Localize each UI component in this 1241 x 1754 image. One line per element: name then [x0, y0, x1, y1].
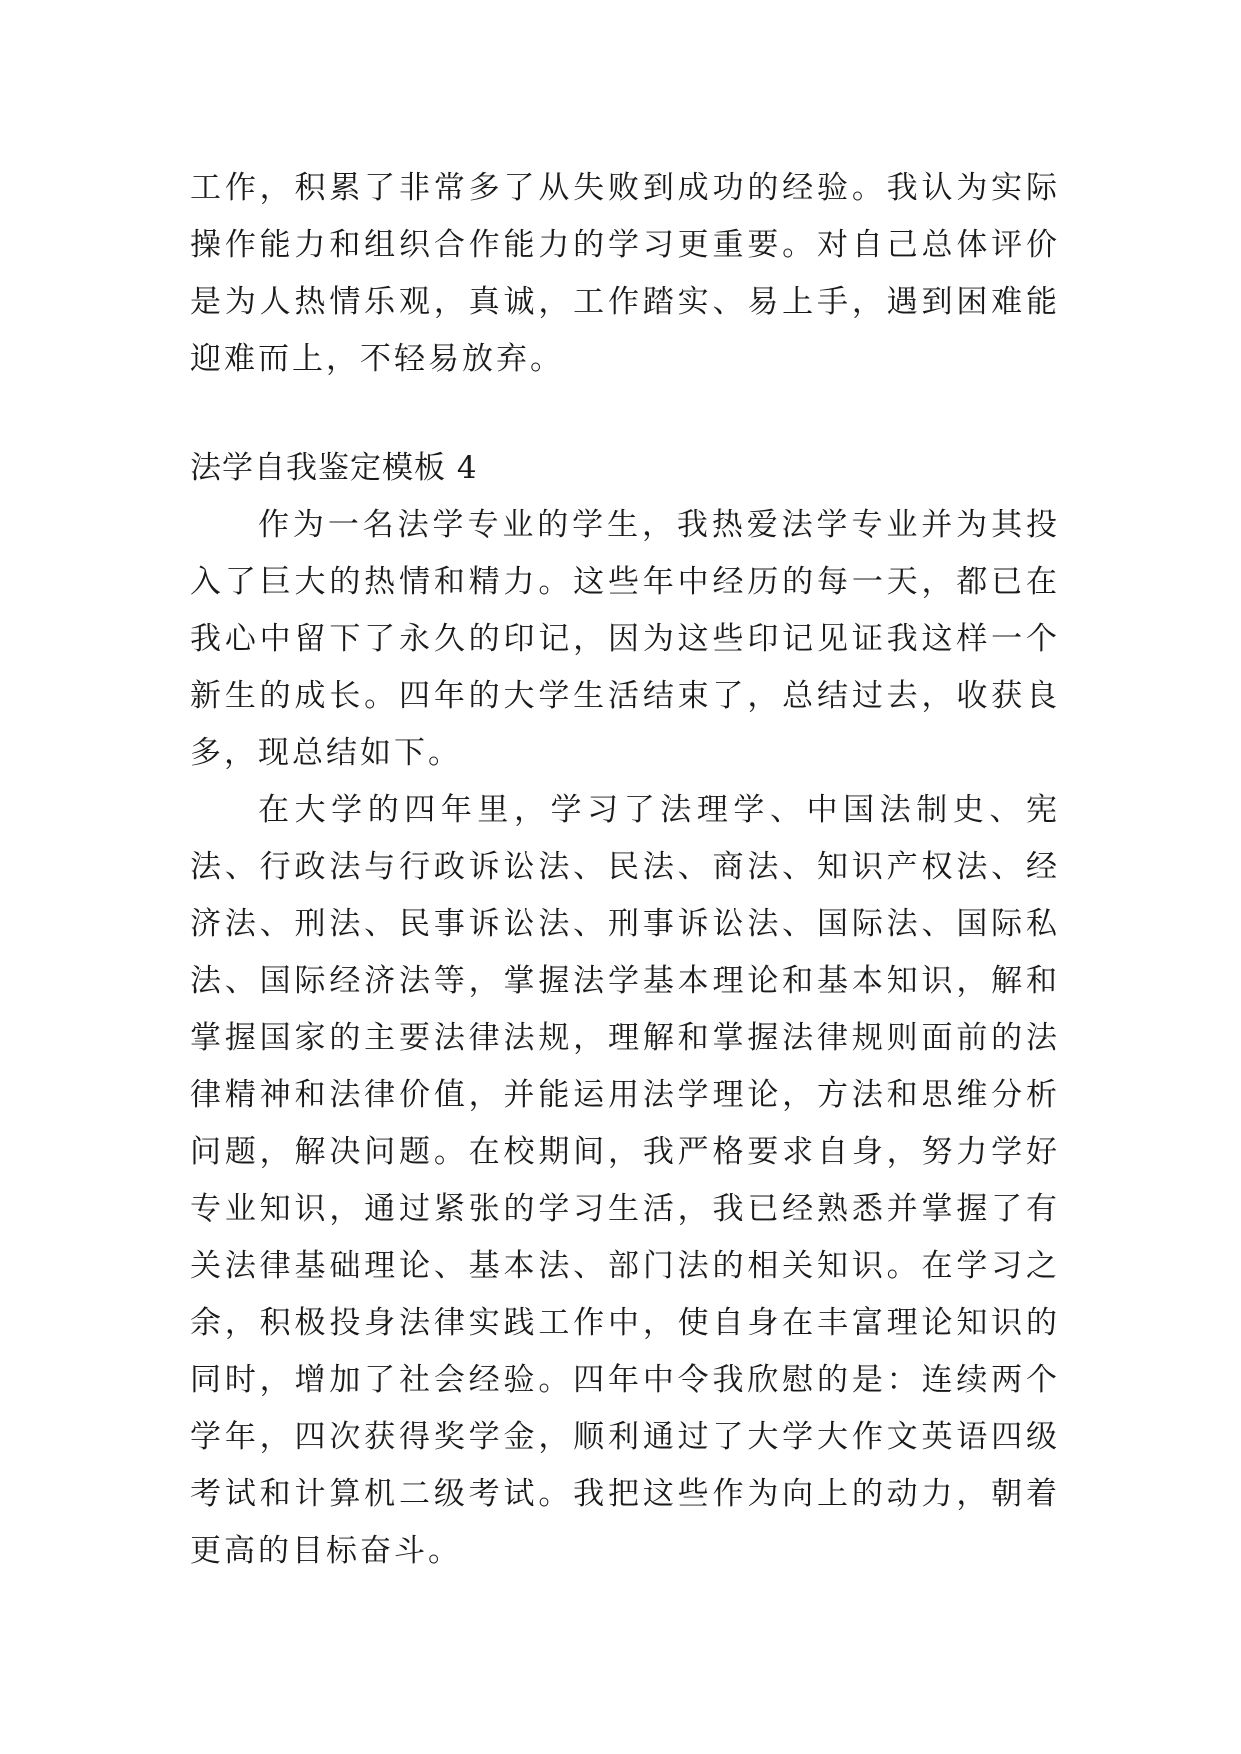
body-paragraph-1: 作为一名法学专业的学生，我热爱法学专业并为其投入了巨大的热情和精力。这些年中经历的每一天，都已在我心中留下了永久的印记，因为这些印记见证我这样一个新生的成长。四年的大学生活结束了，总结过去，收获良多，现总结如下。	[190, 507, 1060, 771]
continued-paragraph: 工作，积累了非常多了从失败到成功的经验。我认为实际操作能力和组织合作能力的学习更重要。对自己总体评价是为人热情乐观，真诚，工作踏实、易上手，遇到困难能迎难而上，不轻易放弃。	[190, 170, 1060, 377]
document-body	[190, 160, 1060, 1580]
body-paragraph-2: 在大学的四年里，学习了法理学、中国法制史、宪法、行政法与行政诉讼法、民法、商法、知识产权法、经济法、刑法、民事诉讼法、刑事诉讼法、国际法、国际私法、国际经济法等，掌握法学基本理论和基本知识，解和掌握国家的主要法律法规，理解和掌握法律规则面前的法律精神和法律价值，并能运用法学理论，方法和思维分析问题，解决问题。在校期间，我严格要求自身，努力学好专业知识，通过紧张的学习生活，我已经熟悉并掌握了有关法律基础理论、基本法、部门法的相关知识。在学习之余，积极投身法律实践工作中，使自身在丰富理论知识的同时，增加了社会经验。四年中令我欣慰的是：连续两个学年，四次获得奖学金，顺利通过了大学大作文英语四级考试和计算机二级考试。我把这些作为向上的动力，朝着更高的目标奋斗。	[190, 792, 1060, 1569]
section-heading: 法学自我鉴定模板 4	[190, 450, 478, 486]
